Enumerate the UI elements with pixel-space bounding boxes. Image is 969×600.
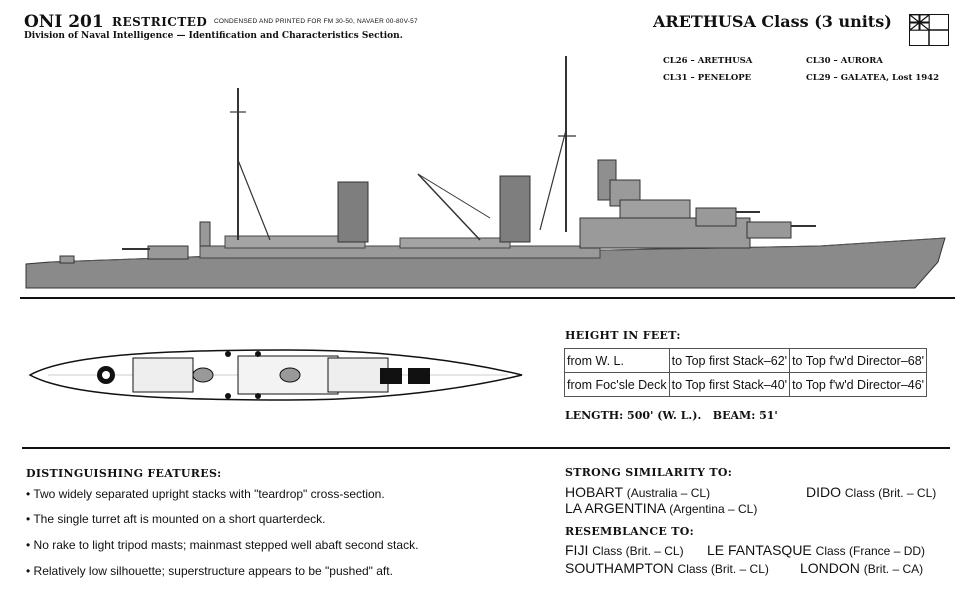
table-row bbox=[565, 373, 927, 397]
doc-id: ONI 201 bbox=[24, 12, 104, 32]
feature-item: • Two widely separated upright stacks with "teardrop" cross-section. bbox=[26, 487, 385, 501]
division-line: Division of Naval Intelligence — Identification and Characteristics Section. bbox=[24, 31, 403, 41]
heights-title: HEIGHT IN FEET: bbox=[565, 329, 681, 342]
resemblance-item: SOUTHAMPTON Class (Brit. – CL) bbox=[565, 560, 769, 576]
feature-item: • Relatively low silhouette; superstructure appears to be "pushed" aft. bbox=[26, 564, 393, 578]
beam-value: BEAM: 51' bbox=[712, 409, 778, 422]
table-row bbox=[565, 349, 927, 373]
similarity-item: LA ARGENTINA (Argentina – CL) bbox=[565, 500, 758, 516]
unit-aurora: CL30 – AURORA bbox=[806, 56, 883, 66]
unit-penelope: CL31 – PENELOPE bbox=[663, 73, 752, 83]
white-ensign-flag-icon bbox=[909, 14, 949, 46]
class-title: ARETHUSA Class (3 units) bbox=[653, 12, 892, 31]
feature-item: • The single turret aft is mounted on a short quarterdeck. bbox=[26, 512, 326, 526]
resemblance-title: RESEMBLANCE TO: bbox=[565, 525, 694, 538]
unit-arethusa: CL26 – ARETHUSA bbox=[663, 56, 753, 66]
table-cell: to Top first Stack–40' bbox=[669, 373, 789, 397]
ship-profile-illustration bbox=[20, 50, 955, 305]
resemblance-item: LONDON (Brit. – CA) bbox=[800, 560, 924, 576]
unit-galatea: CL29 – GALATEA, Lost 1942 bbox=[806, 73, 939, 83]
dimensions-line bbox=[565, 409, 778, 422]
classification-label: RESTRICTED bbox=[112, 15, 208, 29]
resemblance-item: FIJI Class (Brit. – CL) bbox=[565, 542, 684, 558]
length-value: LENGTH: 500' (W. L.). bbox=[565, 409, 702, 422]
similarity-title: STRONG SIMILARITY TO: bbox=[565, 466, 733, 479]
similarity-item: HOBART (Australia – CL) bbox=[565, 484, 711, 500]
similarity-item: DIDO Class (Brit. – CL) bbox=[806, 484, 937, 500]
features-title: DISTINGUISHING FEATURES: bbox=[26, 467, 222, 480]
section-divider bbox=[22, 447, 950, 449]
printing-note: CONDENSED AND PRINTED FOR FM 30-50, NAVAER 00-80V-57 bbox=[214, 18, 418, 25]
table-cell: to Top f'w'd Director–46' bbox=[790, 373, 927, 397]
heights-table bbox=[564, 348, 927, 397]
table-cell: to Top f'w'd Director–68' bbox=[790, 349, 927, 373]
table-cell: to Top first Stack–62' bbox=[669, 349, 789, 373]
table-cell: from W. L. bbox=[565, 349, 670, 373]
table-cell: from Foc'sle Deck bbox=[565, 373, 670, 397]
feature-item: • No rake to light tripod masts; mainmast stepped well abaft second stack. bbox=[26, 538, 419, 552]
resemblance-item: LE FANTASQUE Class (France – DD) bbox=[707, 542, 926, 558]
ship-plan-view-illustration bbox=[28, 344, 528, 406]
